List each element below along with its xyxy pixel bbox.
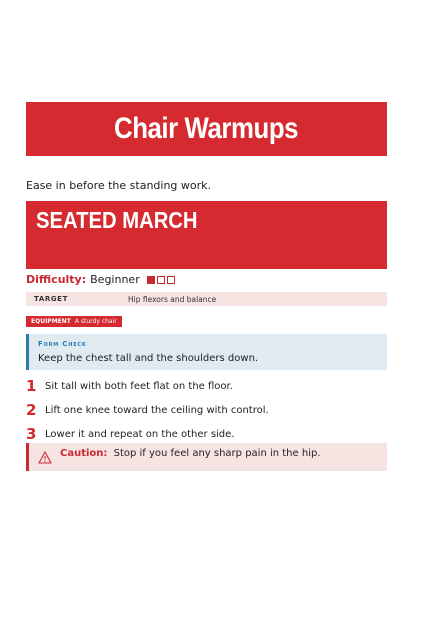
- intro-text: Ease in before the standing work.: [26, 179, 212, 192]
- page-title-banner: [26, 102, 387, 156]
- target-value: Hip flexors and balance: [128, 294, 217, 304]
- difficulty-label: Difficulty:: [26, 273, 87, 286]
- step-number: 1: [26, 377, 37, 395]
- exercise-banner: [26, 201, 387, 269]
- equipment-value: A sturdy chair: [74, 318, 117, 325]
- caution-callout: [26, 443, 387, 471]
- step-text: Lift one knee toward the ceiling with control.: [45, 404, 269, 416]
- difficulty-value: Beginner: [90, 273, 140, 286]
- target-row: [26, 292, 387, 306]
- form-check-heading: Form Check: [38, 340, 87, 348]
- difficulty-box: [157, 276, 165, 284]
- equipment-label: EQUIPMENT: [31, 318, 71, 325]
- difficulty-row: [26, 273, 175, 286]
- form-check-callout: [26, 334, 387, 370]
- warning-triangle-icon: [38, 451, 52, 464]
- caution-message: [60, 448, 321, 459]
- step-text: Sit tall with both feet flat on the floor.: [45, 380, 233, 392]
- step-number: 3: [26, 425, 37, 443]
- step-item: [26, 374, 387, 398]
- page-title: Chair Warmups: [114, 112, 299, 145]
- step-item: [26, 398, 387, 422]
- steps-list: [26, 374, 387, 446]
- exercise-title: SEATED MARCH: [36, 207, 198, 233]
- difficulty-meter: [147, 276, 175, 284]
- difficulty-box: [167, 276, 175, 284]
- step-number: 2: [26, 401, 37, 419]
- step-text: Lower it and repeat on the other side.: [45, 428, 235, 440]
- equipment-tag: [26, 316, 122, 327]
- form-check-text: Keep the chest tall and the shoulders down.: [38, 353, 259, 364]
- caution-label: Caution:: [60, 448, 108, 459]
- target-label: TARGET: [34, 295, 68, 303]
- caution-text: Stop if you feel any sharp pain in the hip.: [113, 448, 321, 459]
- difficulty-box: [147, 276, 155, 284]
